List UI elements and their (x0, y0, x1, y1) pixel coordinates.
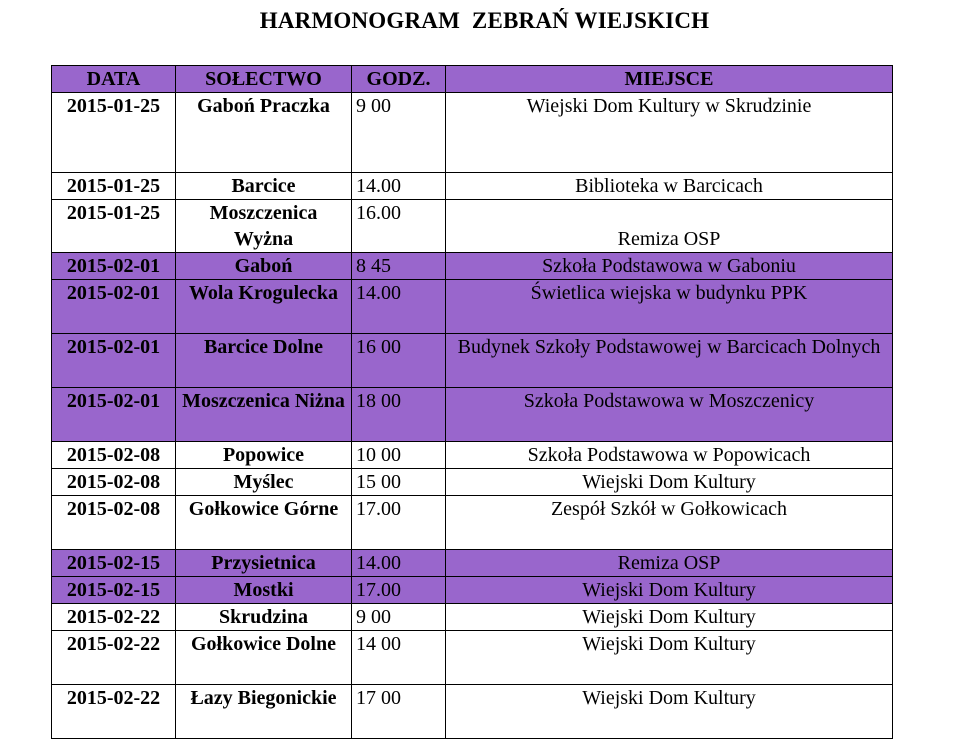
time-cell: 17.00 (352, 577, 446, 604)
header-date: DATA (52, 66, 176, 93)
village-cell: Barcice (176, 173, 352, 200)
place-cell: Zespół Szkół w Gołkowicach (446, 496, 893, 550)
date-cell: 2015-02-08 (52, 496, 176, 550)
place-cell: Szkoła Podstawowa w Moszczenicy (446, 388, 893, 442)
date-cell: 2015-02-15 (52, 550, 176, 577)
table-row (52, 604, 893, 631)
table-row (52, 442, 893, 469)
table-row (52, 200, 893, 253)
table-row (52, 685, 893, 739)
village-cell: Skrudzina (176, 604, 352, 631)
table-row (52, 253, 893, 280)
place-cell: Szkoła Podstawowa w Popowicach (446, 442, 893, 469)
village-cell: Gołkowice Górne (176, 496, 352, 550)
table-row (52, 550, 893, 577)
header-row (52, 66, 893, 93)
date-cell: 2015-01-25 (52, 200, 176, 253)
date-cell: 2015-02-01 (52, 280, 176, 334)
date-cell: 2015-02-15 (52, 577, 176, 604)
time-cell: 16 00 (352, 334, 446, 388)
village-cell: Wola Krogulecka (176, 280, 352, 334)
table-row (52, 173, 893, 200)
table-row (52, 631, 893, 685)
date-cell: 2015-02-22 (52, 631, 176, 685)
document-title: HARMONOGRAM ZEBRAŃ WIEJSKICH (259, 8, 710, 33)
date-cell: 2015-02-01 (52, 388, 176, 442)
header-village: SOŁECTWO (176, 66, 352, 93)
time-cell: 18 00 (352, 388, 446, 442)
village-cell: Gaboń Praczka (176, 93, 352, 173)
time-cell: 14.00 (352, 550, 446, 577)
date-cell: 2015-02-01 (52, 253, 176, 280)
time-cell: 17 00 (352, 685, 446, 739)
schedule-table (51, 65, 893, 739)
table-row (52, 388, 893, 442)
date-cell: 2015-02-08 (52, 442, 176, 469)
village-cell: Gaboń (176, 253, 352, 280)
place-cell: Wiejski Dom Kultury (446, 469, 893, 496)
table-row (52, 496, 893, 550)
time-cell: 10 00 (352, 442, 446, 469)
place-cell: Wiejski Dom Kultury w Skrudzinie (446, 93, 893, 173)
village-cell: Moszczenica Wyżna (176, 200, 352, 253)
date-cell: 2015-02-01 (52, 334, 176, 388)
place-cell: Budynek Szkoły Podstawowej w Barcicach Dolnych (446, 334, 893, 388)
header-place: MIEJSCE (446, 66, 893, 93)
place-cell: Biblioteka w Barcicach (446, 173, 893, 200)
time-cell: 9 00 (352, 93, 446, 173)
place-cell: Remiza OSP (446, 550, 893, 577)
date-cell: 2015-02-08 (52, 469, 176, 496)
time-cell: 16.00 (352, 200, 446, 253)
village-cell: Moszczenica Niżna (176, 388, 352, 442)
table-row (52, 280, 893, 334)
village-cell: Myślec (176, 469, 352, 496)
village-cell: Barcice Dolne (176, 334, 352, 388)
time-cell: 15 00 (352, 469, 446, 496)
village-cell: Gołkowice Dolne (176, 631, 352, 685)
place-cell: Wiejski Dom Kultury (446, 577, 893, 604)
village-cell: Przysietnica (176, 550, 352, 577)
table-row (52, 93, 893, 173)
date-cell: 2015-01-25 (52, 93, 176, 173)
date-cell: 2015-02-22 (52, 604, 176, 631)
place-cell: Wiejski Dom Kultury (446, 604, 893, 631)
time-cell: 14.00 (352, 173, 446, 200)
time-cell: 14.00 (352, 280, 446, 334)
table-row (52, 577, 893, 604)
place-cell: Szkoła Podstawowa w Gaboniu (446, 253, 893, 280)
place-cell: Remiza OSP (446, 200, 893, 253)
table-row (52, 334, 893, 388)
time-cell: 9 00 (352, 604, 446, 631)
table-row (52, 469, 893, 496)
village-cell: Łazy Biegonickie (176, 685, 352, 739)
time-cell: 14 00 (352, 631, 446, 685)
time-cell: 17.00 (352, 496, 446, 550)
place-cell: Wiejski Dom Kultury (446, 631, 893, 685)
place-cell: Świetlica wiejska w budynku PPK (446, 280, 893, 334)
time-cell: 8 45 (352, 253, 446, 280)
date-cell: 2015-01-25 (52, 173, 176, 200)
place-cell: Wiejski Dom Kultury (446, 685, 893, 739)
header-time: GODZ. (352, 66, 446, 93)
village-cell: Mostki (176, 577, 352, 604)
village-cell: Popowice (176, 442, 352, 469)
date-cell: 2015-02-22 (52, 685, 176, 739)
